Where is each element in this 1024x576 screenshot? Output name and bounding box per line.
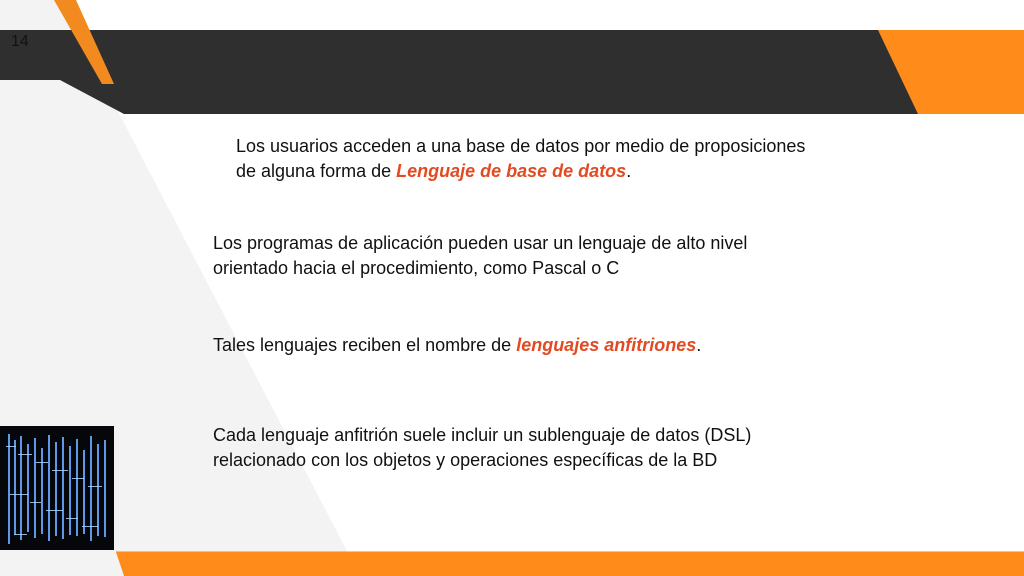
database-language-highlight: Lenguaje de base de datos: [396, 161, 627, 181]
code-image: [0, 426, 114, 550]
top-dark-band: [0, 30, 1024, 114]
slide-number: 14: [11, 33, 29, 50]
host-languages-highlight: lenguajes anfitriones: [516, 335, 697, 355]
paragraph-users-access: [236, 134, 886, 184]
paragraph-users-access-line-2-suffix: .: [626, 161, 632, 181]
paragraph-host-languages: [213, 333, 863, 358]
paragraph-dsl-line-2: relacionado con los objetos y operaciones específicas de la BD: [213, 450, 718, 470]
bottom-orange-bar: [0, 552, 1024, 576]
paragraph-application-programs: [213, 231, 863, 281]
paragraph-users-access-line-2: [236, 159, 886, 184]
paragraph-application-programs-line-2: orientado hacia el procedimiento, como Pascal o C: [213, 258, 620, 278]
paragraph-dsl: [213, 423, 863, 473]
paragraph-host-languages-prefix: Tales lenguajes reciben el nombre de: [213, 335, 517, 355]
paragraph-application-programs-line-1: Los programas de aplicación pueden usar un lenguaje de alto nivel: [213, 233, 748, 253]
code-image-graphic: [0, 426, 114, 550]
bottom-orange-line: [116, 551, 1024, 552]
paragraph-host-languages-suffix: .: [696, 335, 702, 355]
paragraph-dsl-line-1: Cada lenguaje anfitrión suele incluir un sublenguaje de datos (DSL): [213, 425, 752, 445]
paragraph-users-access-line-2-prefix: de alguna forma de: [236, 161, 397, 181]
paragraph-users-access-line-1: Los usuarios acceden a una base de datos por medio de proposiciones: [236, 136, 806, 156]
